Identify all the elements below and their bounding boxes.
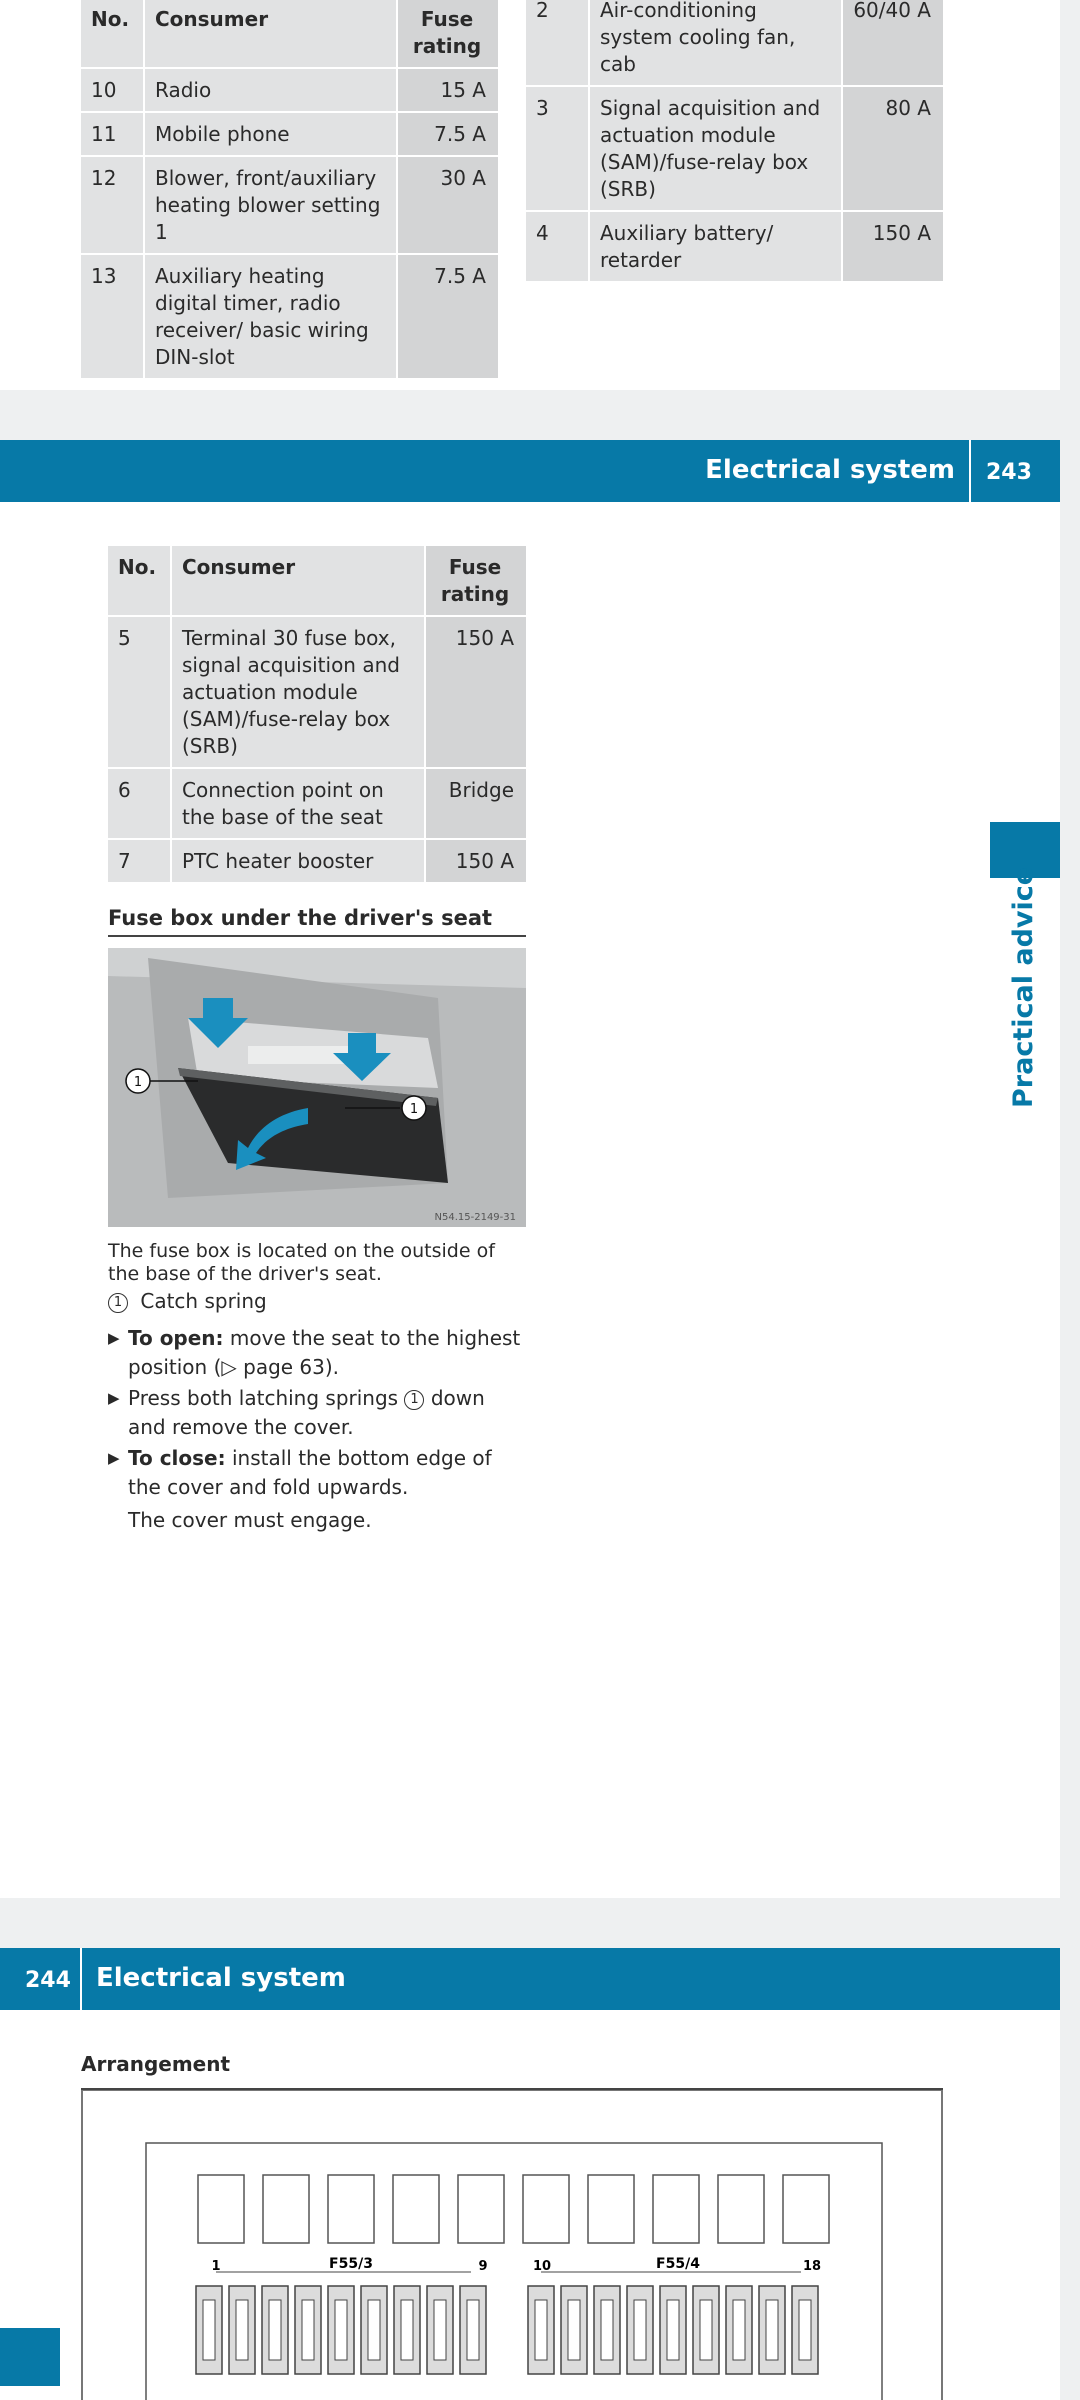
side-label: Practical advice bbox=[1008, 866, 1039, 1108]
cell-no: 5 bbox=[108, 616, 171, 768]
relay-slot bbox=[718, 2175, 764, 2243]
cell-consumer: Auxiliary heating digital timer, radio receiver/ basic wiring DIN-slot bbox=[144, 254, 397, 379]
cell-fuse: 60/40 A bbox=[842, 0, 943, 86]
fuse-slot-contact bbox=[236, 2300, 248, 2360]
header-consumer: Consumer bbox=[144, 0, 397, 68]
page-header-bar bbox=[0, 1948, 1060, 2010]
page-header-title: Electrical system bbox=[96, 1963, 346, 1993]
relay-slot bbox=[653, 2175, 699, 2243]
cell-fuse: 7.5 A bbox=[397, 254, 498, 379]
fuse-start-label: 10 bbox=[532, 2259, 552, 2274]
fuse-end-label: 9 bbox=[478, 2259, 488, 2274]
cell-no: 10 bbox=[81, 68, 144, 112]
cell-fuse: 7.5 A bbox=[397, 112, 498, 156]
cell-no: 7 bbox=[108, 839, 171, 883]
cell-consumer: Auxiliary battery/ retarder bbox=[589, 211, 842, 282]
step-label: To open: bbox=[128, 1326, 224, 1350]
relay-slot bbox=[588, 2175, 634, 2243]
header-divider bbox=[969, 440, 971, 502]
cell-consumer: Air-conditioning system cooling fan, cab bbox=[589, 0, 842, 86]
fuse-slot-contact bbox=[634, 2300, 646, 2360]
bullet-triangle-icon: ▶ bbox=[108, 1449, 120, 1467]
table-row bbox=[81, 156, 498, 254]
instruction-step bbox=[108, 1384, 528, 1442]
previous-page bbox=[0, 0, 1060, 390]
step-label: To close: bbox=[128, 1446, 226, 1470]
photo-callout-right: 1 bbox=[409, 1102, 419, 1117]
table-row bbox=[81, 68, 498, 112]
table-row bbox=[526, 86, 943, 211]
fuse-arrangement-diagram bbox=[81, 2090, 943, 2400]
page-header-title: Electrical system bbox=[705, 455, 955, 485]
fuse-table-right bbox=[526, 0, 943, 283]
fuse-end-label: 18 bbox=[802, 2259, 822, 2274]
table-header-row bbox=[108, 546, 526, 616]
fuse-group-label: F55/3 bbox=[329, 2256, 373, 2272]
relay-slot bbox=[263, 2175, 309, 2243]
header-fuse-rating: Fuse rating bbox=[425, 546, 526, 616]
fuse-box-photo bbox=[108, 948, 526, 1227]
relay-slot bbox=[393, 2175, 439, 2243]
cell-no: 4 bbox=[526, 211, 589, 282]
page-244 bbox=[0, 1948, 1060, 2400]
fuse-slot-contact bbox=[733, 2300, 745, 2360]
cell-consumer: Signal acquisition and actuation module (SAM)/fuse-relay box (SRB) bbox=[589, 86, 842, 211]
cell-consumer: Connection point on the base of the seat bbox=[171, 768, 425, 839]
table-row bbox=[81, 112, 498, 156]
page-number: 243 bbox=[986, 460, 1032, 485]
photo-callout-left: 1 bbox=[133, 1075, 143, 1090]
legend-item bbox=[108, 1287, 267, 1316]
fuse-slot-contact bbox=[766, 2300, 778, 2360]
cell-consumer: Mobile phone bbox=[144, 112, 397, 156]
relay-slot bbox=[458, 2175, 504, 2243]
cell-no: 11 bbox=[81, 112, 144, 156]
step-text: install the bottom edge of the cover and fold upwards. bbox=[128, 1446, 492, 1499]
fuse-slot-contact bbox=[467, 2300, 479, 2360]
bullet-triangle-icon: ▶ bbox=[108, 1329, 120, 1347]
step-text: move the seat to the highest position (▷ page 63). bbox=[128, 1326, 521, 1379]
fuse-slot-contact bbox=[335, 2300, 347, 2360]
fuse-table-left bbox=[81, 0, 498, 380]
page-header-bar bbox=[0, 440, 1060, 502]
cell-consumer: Radio bbox=[144, 68, 397, 112]
fuse-slot-contact bbox=[568, 2300, 580, 2360]
header-divider bbox=[80, 1948, 82, 2010]
cell-fuse: 15 A bbox=[397, 68, 498, 112]
instruction-step bbox=[108, 1444, 528, 1502]
cell-fuse: 150 A bbox=[425, 839, 526, 883]
fuse-slot-contact bbox=[700, 2300, 712, 2360]
fuse-start-label: 1 bbox=[211, 2259, 221, 2274]
relay-slot bbox=[328, 2175, 374, 2243]
step-text-pre: Press both latching springs bbox=[128, 1386, 405, 1410]
section-heading: Fuse box under the driver's seat bbox=[108, 906, 493, 930]
note-text: The cover must engage. bbox=[128, 1508, 372, 1532]
table-row bbox=[108, 616, 526, 768]
fuse-box-illustration bbox=[108, 948, 526, 1227]
table-header-row bbox=[81, 0, 498, 68]
header-no: No. bbox=[81, 0, 144, 68]
fuse-slot-contact bbox=[401, 2300, 413, 2360]
cell-no: 3 bbox=[526, 86, 589, 211]
cell-consumer: Terminal 30 fuse box, signal acquisition and actuation module (SAM)/fuse-relay box (SRB) bbox=[171, 616, 425, 768]
figure-code: N54.15-2149-31 bbox=[434, 1212, 516, 1223]
cell-no: 13 bbox=[81, 254, 144, 379]
page-side-tab bbox=[0, 2328, 60, 2386]
fuse-slot-contact bbox=[667, 2300, 679, 2360]
fuse-slot-contact bbox=[535, 2300, 547, 2360]
header-consumer: Consumer bbox=[171, 546, 425, 616]
step-text-post: down and remove the cover. bbox=[128, 1386, 485, 1439]
table-row bbox=[108, 839, 526, 883]
section-heading: Arrangement bbox=[81, 2052, 231, 2076]
fuse-slot-contact bbox=[302, 2300, 314, 2360]
fuse-group-label: F55/4 bbox=[656, 2256, 700, 2272]
location-text: The fuse box is located on the outside of the base of the driver's seat. bbox=[108, 1240, 495, 1285]
fuse-slot-contact bbox=[601, 2300, 613, 2360]
header-fuse-rating: Fuse rating bbox=[397, 0, 498, 68]
fuse-slot-contact bbox=[368, 2300, 380, 2360]
fuse-slot-contact bbox=[434, 2300, 446, 2360]
relay-slot bbox=[523, 2175, 569, 2243]
table-row bbox=[81, 254, 498, 379]
header-no: No. bbox=[108, 546, 171, 616]
table-row bbox=[526, 211, 943, 282]
cell-fuse: 150 A bbox=[425, 616, 526, 768]
cell-fuse: 80 A bbox=[842, 86, 943, 211]
cell-fuse: 30 A bbox=[397, 156, 498, 254]
bullet-triangle-icon: ▶ bbox=[108, 1389, 120, 1407]
fuse-slot-contact bbox=[269, 2300, 281, 2360]
cell-no: 2 bbox=[526, 0, 589, 86]
fuse-slot-contact bbox=[799, 2300, 811, 2360]
heading-underline bbox=[108, 935, 526, 937]
page-number: 244 bbox=[25, 1968, 71, 1993]
cell-no: 12 bbox=[81, 156, 144, 254]
relay-slot bbox=[198, 2175, 244, 2243]
cell-no: 6 bbox=[108, 768, 171, 839]
callout-marker: 1 bbox=[404, 1390, 424, 1410]
callout-marker: 1 bbox=[108, 1293, 128, 1313]
fuse-slot-contact bbox=[203, 2300, 215, 2360]
table-row bbox=[108, 768, 526, 839]
relay-slot bbox=[783, 2175, 829, 2243]
cell-consumer: PTC heater booster bbox=[171, 839, 425, 883]
cell-fuse: Bridge bbox=[425, 768, 526, 839]
instruction-step bbox=[108, 1324, 528, 1382]
cell-fuse: 150 A bbox=[842, 211, 943, 282]
table-row bbox=[526, 0, 943, 86]
legend-text: Catch spring bbox=[140, 1289, 267, 1313]
fuse-table bbox=[108, 546, 526, 884]
cell-consumer: Blower, front/auxiliary heating blower setting 1 bbox=[144, 156, 397, 254]
